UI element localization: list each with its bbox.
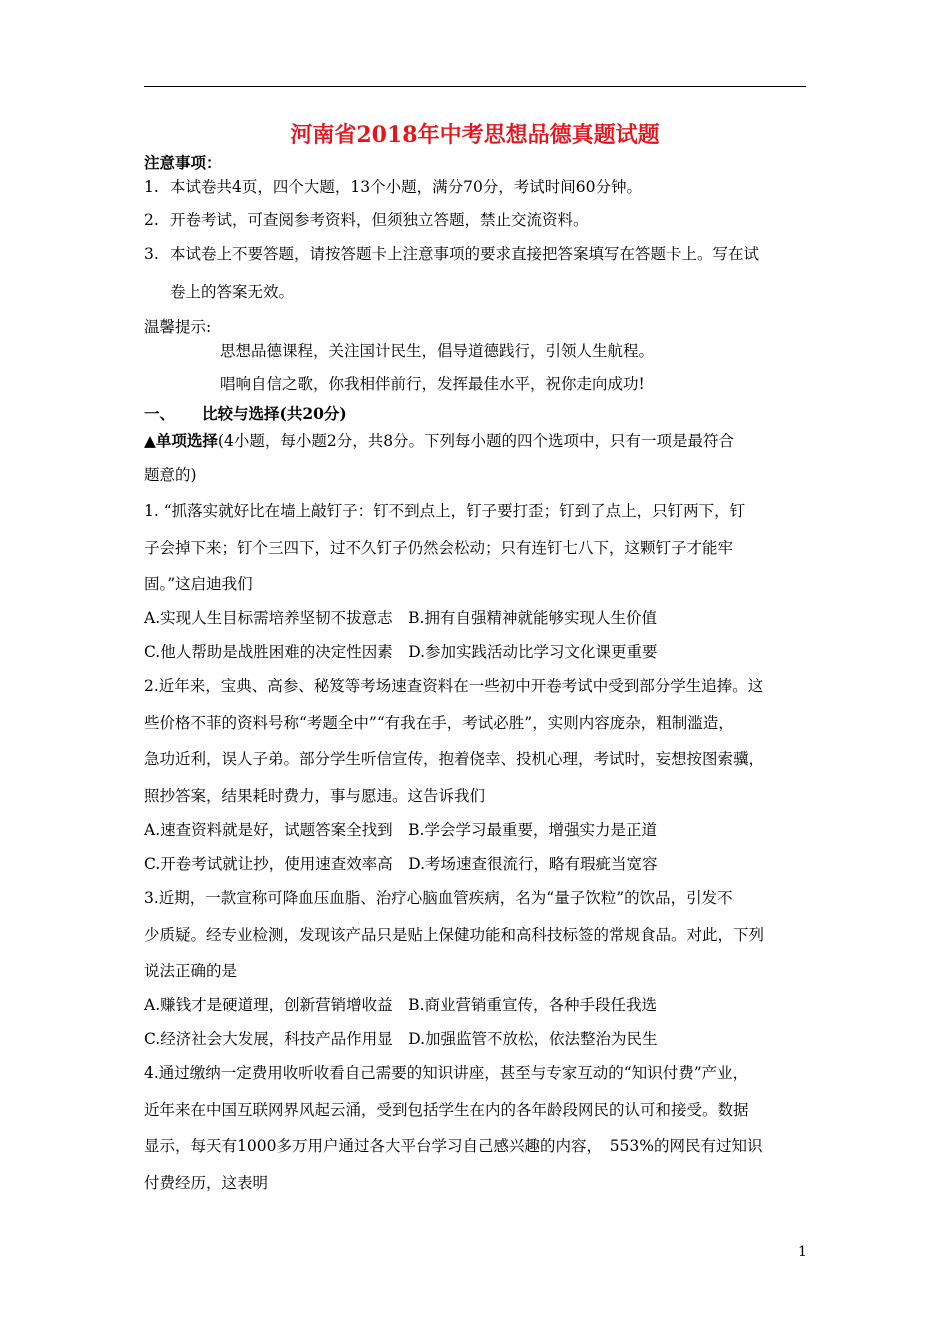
question-1-line-3: 固。”这启迪我们 (144, 575, 253, 593)
document-title: 河南省2018年中考思想品德真题试题 (290, 122, 660, 148)
notice-item-1 (144, 176, 642, 198)
notice-item-number: 2. (144, 211, 159, 229)
question-4-line-2: 近年来在中国互联网界风起云涌，受到包括学生在内的各年龄段网民的认可和接受。数据 (144, 1101, 749, 1119)
section-intro-continuation: 题意的) (144, 466, 197, 484)
header-rule (144, 86, 806, 87)
section-intro (144, 430, 734, 452)
tips-line-2: 唱响自信之歌，你我相伴前行，发挥最佳水平，祝你走向成功! (220, 375, 645, 393)
question-2-line-4: 照抄答案，结果耗时费力，事与愿违。这告诉我们 (144, 787, 486, 805)
page-number: 1 (798, 1244, 807, 1260)
section-number: 一、 (144, 404, 176, 423)
question-1-line-2: 子会掉下来；钉个三四下，过不久钉子仍然会松动；只有连钉七八下，这颗钉子才能牢 (144, 539, 734, 557)
notice-heading: 注意事项： (144, 153, 222, 172)
section-title: 比较与选择(共20分) (202, 404, 347, 423)
section-intro-label: ▲单项选择 (144, 431, 218, 450)
question-1-options-ab: A.实现人生目标需培养坚韧不拔意志 B.拥有自强精神就能够实现人生价值 (144, 609, 657, 627)
notice-item-2 (144, 209, 589, 231)
notice-item-3 (144, 243, 759, 265)
notice-item-text: 开卷考试，可查阅参考资料，但须独立答题，禁止交流资料。 (170, 211, 589, 229)
question-2-options-ab: A.速查资料就是好，试题答案全找到 B.学会学习最重要，增强实力是正道 (144, 821, 657, 839)
question-2-line-3: 急功近利，误人子弟。部分学生听信宣传，抱着侥幸、投机心理，考试时，妄想按图索骥， (144, 750, 765, 768)
notice-item-3-continuation: 卷上的答案无效。 (170, 283, 295, 301)
question-1-options-cd: C.他人帮助是战胜困难的决定性因素 D.参加实践活动比学习文化课更重要 (144, 643, 658, 661)
question-3-options-cd: C.经济社会大发展，科技产品作用显 D.加强监管不放松，依法整治为民生 (144, 1030, 658, 1048)
question-2-line-2: 些价格不菲的资料号称“考题全中”“有我在手，考试必胜”，实则内容庞杂，粗制滥造， (144, 714, 734, 732)
notice-item-number: 3. (144, 245, 159, 263)
tips-heading: 温馨提示: (144, 318, 212, 336)
question-2-options-cd: C.开卷考试就让抄，使用速查效率高 D.考场速查很流行，略有瑕疵当宽容 (144, 855, 658, 873)
question-3-line-3: 说法正确的是 (144, 962, 238, 980)
question-3-options-ab: A.赚钱才是硬道理，创新营销增收益 B.商业营销重宣传，各种手段任我选 (144, 996, 657, 1014)
question-3-line-1: 3.近期，一款宣称可降血压血脂、治疗心脑血管疾病，名为“量子饮粒”的饮品，引发不 (144, 889, 733, 907)
notice-item-number: 1. (144, 178, 159, 196)
notice-item-text: 本试卷共4页，四个大题，13个小题，满分70分，考试时间60分钟。 (170, 178, 643, 196)
question-4-line-1: 4.通过缴纳一定费用收听收看自己需要的知识讲座，甚至与专家互动的“知识付费”产业， (144, 1064, 749, 1082)
tips-line-1: 思想品德课程，关注国计民生，倡导道德践行，引领人生航程。 (220, 342, 655, 360)
question-4-line-4: 付费经历，这表明 (144, 1174, 269, 1192)
question-2-line-1: 2.近年来，宝典、高参、秘笈等考场速查资料在一些初中开卷考试中受到部分学生追捧。这 (144, 677, 764, 695)
section-heading (144, 403, 347, 425)
question-3-line-2: 少质疑。经专业检测，发现该产品只是贴上保健功能和高科技标签的常规食品。对此，下列 (144, 926, 765, 944)
section-intro-text: (4小题，每小题2分，共8分。下列每小题的四个选项中，只有一项是最符合 (217, 432, 735, 450)
notice-item-text: 本试卷上不要答题，请按答题卡上注意事项的要求直接把答案填写在答题卡上。写在试 (170, 245, 760, 263)
question-1-line-1: 1. “抓落实就好比在墙上敲钉子：钉不到点上，钉子要打歪；钉到了点上，只钉两下，钉 (144, 502, 746, 520)
question-4-line-3: 显示，每天有1000多万用户通过各大平台学习自己感兴趣的内容， 553%的网民有过知识 (144, 1137, 763, 1155)
